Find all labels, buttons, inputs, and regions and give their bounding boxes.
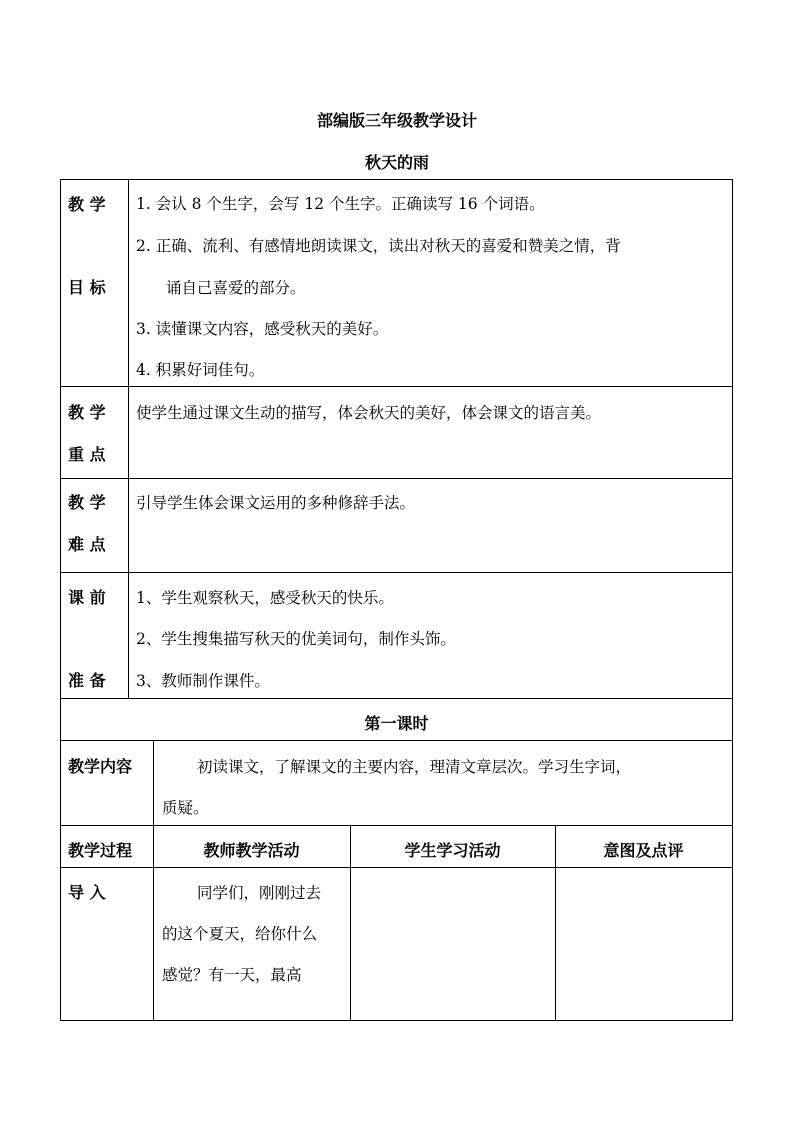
goals-label-line2: 目 标	[68, 278, 106, 297]
process-header-student: 学生学习活动	[404, 841, 501, 860]
key-points-text: 使学生通过课文生动的描写，体会秋天的美好，体会课文的语言美。	[136, 404, 602, 422]
content-line-1: 初读课文，了解课文的主要内容，理清文章层次。学习生字词，	[197, 758, 632, 776]
goal-line-1: 1. 会认 8 个生字，会写 12 个生字。正确读写 16 个词语。	[136, 195, 545, 213]
lesson-heading: 第一课时	[364, 714, 429, 733]
goal-line-2: 2. 正确、流利、有感情地朗读课文，读出对秋天的喜爱和赞美之情，背	[136, 237, 621, 255]
lesson-subtitle: 秋天的雨	[364, 153, 429, 172]
goals-label-line1: 教 学	[68, 195, 106, 214]
intro-label: 导 入	[68, 883, 106, 902]
key-points-label-line1: 教 学	[68, 403, 106, 422]
difficulties-label-line1: 教 学	[68, 493, 106, 512]
difficulties-text: 引导学生体会课文运用的多种修辞手法。	[136, 494, 416, 512]
preparation-label-line1: 课 前	[68, 588, 106, 607]
intro-teacher-line-1: 同学们，刚刚过去	[197, 884, 322, 902]
goal-line-3: 诵自己喜爱的部分。	[166, 279, 306, 297]
content-label: 教学内容	[68, 757, 133, 776]
preparation-line-2: 2、学生搜集描写秋天的优美词句，制作头饰。	[136, 630, 456, 648]
preparation-label-line2: 准 备	[68, 671, 106, 690]
preparation-line-3: 3、教师制作课件。	[136, 672, 270, 690]
content-line-2: 质疑。	[162, 799, 209, 817]
key-points-label-line2: 重 点	[68, 445, 106, 464]
goal-line-5: 4. 积累好词佳句。	[136, 361, 265, 379]
difficulties-label-line2: 难 点	[68, 535, 106, 554]
goal-line-4: 3. 读懂课文内容，感受秋天的美好。	[136, 320, 389, 338]
process-header-teacher: 教师教学活动	[203, 841, 300, 860]
process-header-stage: 教学过程	[68, 841, 133, 860]
process-header-intent: 意图及点评	[603, 841, 684, 860]
preparation-line-1: 1、学生观察秋天，感受秋天的快乐。	[136, 589, 394, 607]
intro-teacher-line-2: 的这个夏天，给你什么	[162, 925, 318, 943]
document-title: 部编版三年级教学设计	[316, 111, 477, 130]
intro-teacher-line-3: 感觉？有一天，最高	[162, 966, 302, 984]
